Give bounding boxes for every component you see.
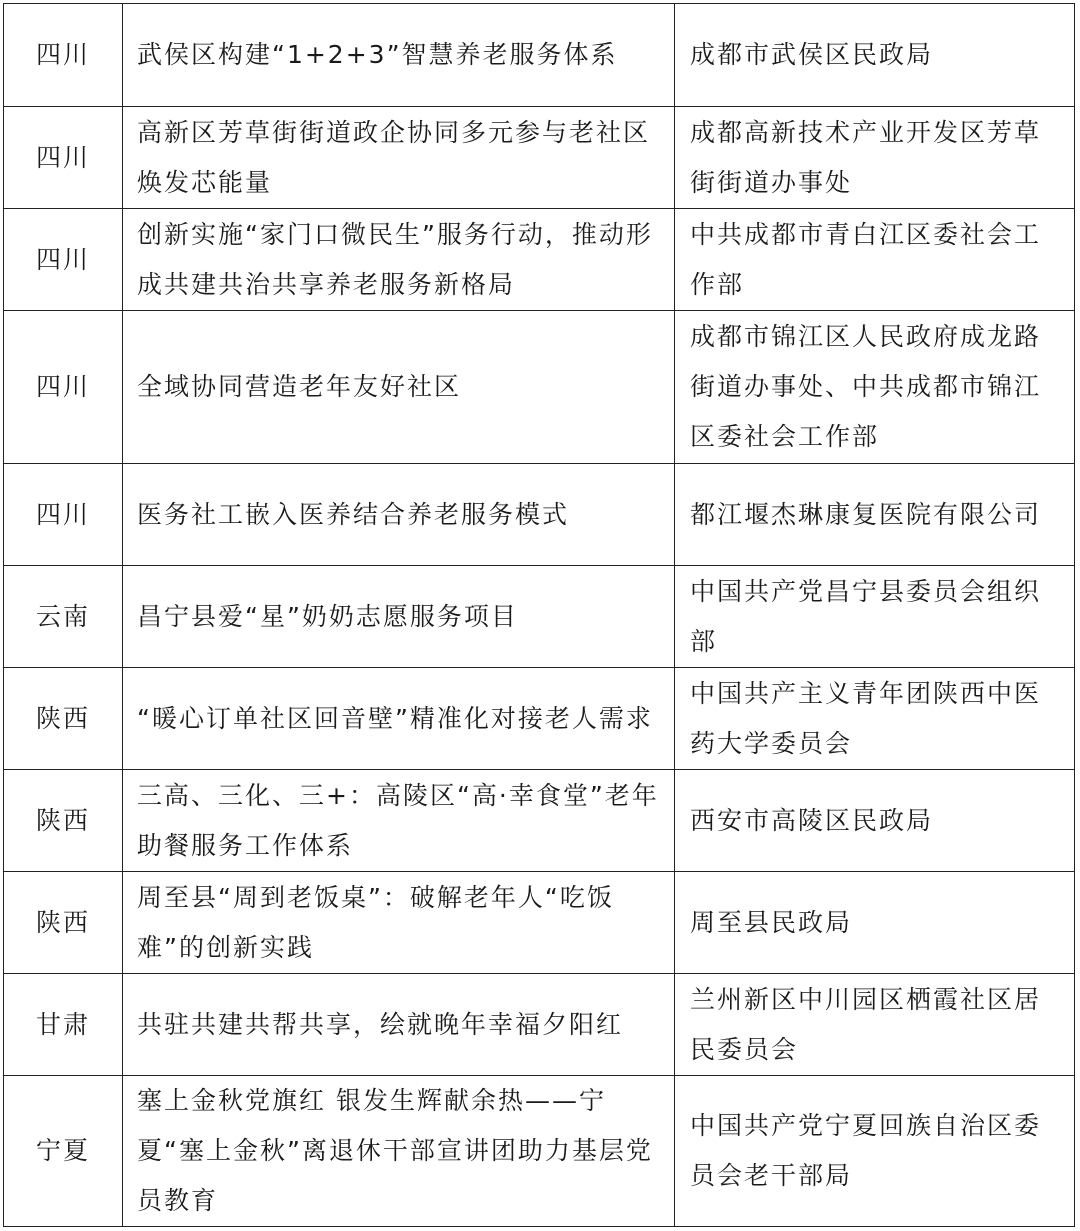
- unit-cell: 周至县民政局: [675, 872, 1075, 974]
- unit-cell: 兰州新区中川园区栖霞社区居民委员会: [675, 974, 1075, 1076]
- project-cell: 三高、三化、三+：高陵区“高·幸食堂”老年助餐服务工作体系: [123, 770, 675, 872]
- province-cell: 宁夏: [4, 1076, 123, 1227]
- project-cell: 高新区芳草街街道政企协同多元参与老社区焕发芯能量: [123, 107, 675, 209]
- table-row: [4, 464, 1075, 566]
- table-row: [4, 872, 1075, 974]
- table-row: [4, 974, 1075, 1076]
- table-row: [4, 1076, 1075, 1227]
- table-row: [4, 770, 1075, 872]
- unit-cell: 成都市武侯区民政局: [675, 4, 1075, 107]
- province-cell: 陕西: [4, 770, 123, 872]
- project-cell: 医务社工嵌入医养结合养老服务模式: [123, 464, 675, 566]
- project-cell: 共驻共建共帮共享，绘就晚年幸福夕阳红: [123, 974, 675, 1076]
- province-cell: 四川: [4, 4, 123, 107]
- unit-cell: 中国共产党昌宁县委员会组织部: [675, 566, 1075, 668]
- project-cell: 创新实施“家门口微民生”服务行动，推动形成共建共治共享养老服务新格局: [123, 209, 675, 311]
- table-row: [4, 107, 1075, 209]
- province-cell: 四川: [4, 107, 123, 209]
- province-cell: 陕西: [4, 668, 123, 770]
- table-row: [4, 668, 1075, 770]
- project-cell: 武侯区构建“1+2+3”智慧养老服务体系: [123, 4, 675, 107]
- unit-cell: 成都高新技术产业开发区芳草街街道办事处: [675, 107, 1075, 209]
- project-cell: 周至县“周到老饭桌”：破解老年人“吃饭难”的创新实践: [123, 872, 675, 974]
- projects-table: [3, 3, 1075, 1227]
- project-cell: “暖心订单社区回音壁”精准化对接老人需求: [123, 668, 675, 770]
- province-cell: 云南: [4, 566, 123, 668]
- province-cell: 四川: [4, 464, 123, 566]
- province-cell: 陕西: [4, 872, 123, 974]
- table-row: [4, 4, 1075, 107]
- province-cell: 甘肃: [4, 974, 123, 1076]
- table-row: [4, 566, 1075, 668]
- unit-cell: 都江堰杰琳康复医院有限公司: [675, 464, 1075, 566]
- unit-cell: 中国共产主义青年团陕西中医药大学委员会: [675, 668, 1075, 770]
- table-row: [4, 311, 1075, 464]
- province-cell: 四川: [4, 311, 123, 464]
- unit-cell: 成都市锦江区人民政府成龙路街道办事处、中共成都市锦江区委社会工作部: [675, 311, 1075, 464]
- unit-cell: 西安市高陵区民政局: [675, 770, 1075, 872]
- project-cell: 全域协同营造老年友好社区: [123, 311, 675, 464]
- project-cell: 塞上金秋党旗红 银发生辉献余热——宁夏“塞上金秋”离退休干部宣讲团助力基层党员教育: [123, 1076, 675, 1227]
- project-cell: 昌宁县爱“星”奶奶志愿服务项目: [123, 566, 675, 668]
- province-cell: 四川: [4, 209, 123, 311]
- table-row: [4, 209, 1075, 311]
- unit-cell: 中国共产党宁夏回族自治区委员会老干部局: [675, 1076, 1075, 1227]
- unit-cell: 中共成都市青白江区委社会工作部: [675, 209, 1075, 311]
